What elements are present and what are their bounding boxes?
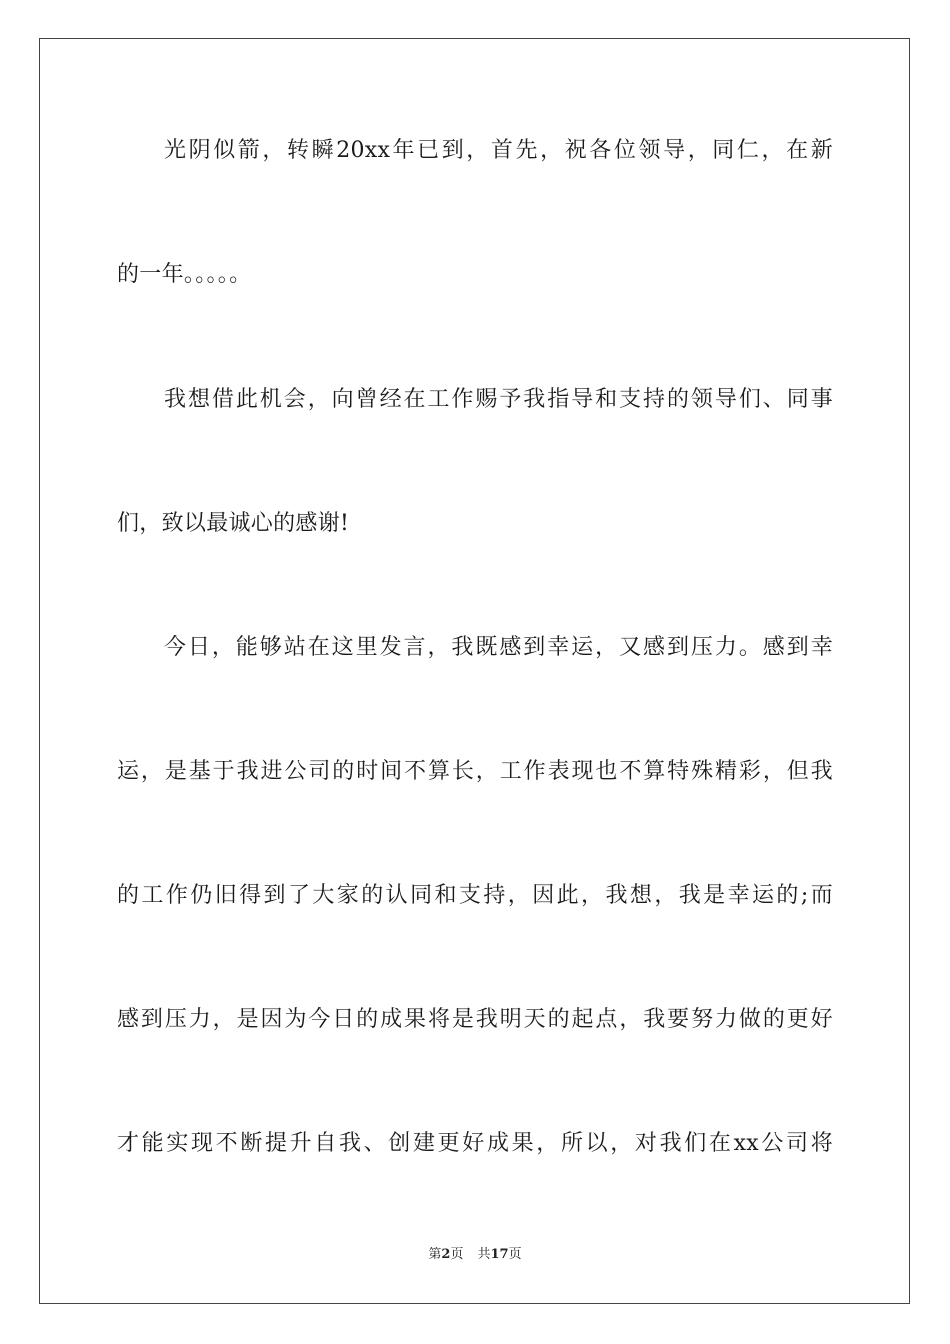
- page-total-prefix: 共: [477, 1247, 491, 1262]
- page-border: [39, 38, 910, 1304]
- paragraph-2-line-2: 们，致以最诚心的感谢!: [117, 511, 350, 536]
- paragraph-3-line-1: 今日，能够站在这里发言，我既感到幸运，又感到压力。感到幸: [164, 635, 833, 660]
- page-footer: [0, 1246, 950, 1264]
- paragraph-3-line-3: 的工作仍旧得到了大家的认同和支持，因此，我想，我是幸运的;而: [117, 883, 833, 908]
- page-number-current: 2: [441, 1247, 451, 1262]
- paragraph-1-line-2: 的一年。。。。。: [117, 262, 252, 287]
- paragraph-3-line-2: 运，是基于我进公司的时间不算长，工作表现也不算特殊精彩，但我: [117, 759, 833, 784]
- page-number-suffix: 页: [450, 1247, 464, 1262]
- page-total-suffix: 页: [508, 1247, 522, 1262]
- page-number-prefix: 第: [428, 1247, 442, 1262]
- page-total: 17: [490, 1247, 509, 1262]
- paragraph-1-line-1: 光阴似箭，转瞬20xx年已到，首先，祝各位领导，同仁，在新: [164, 138, 833, 163]
- paragraph-2-line-1: 我想借此机会，向曾经在工作赐予我指导和支持的领导们、同事: [164, 387, 833, 412]
- paragraph-3-line-4: 感到压力，是因为今日的成果将是我明天的起点，我要努力做的更好: [117, 1007, 833, 1032]
- paragraph-3-line-5: 才能实现不断提升自我、创建更好成果，所以，对我们在xx公司将: [117, 1131, 833, 1156]
